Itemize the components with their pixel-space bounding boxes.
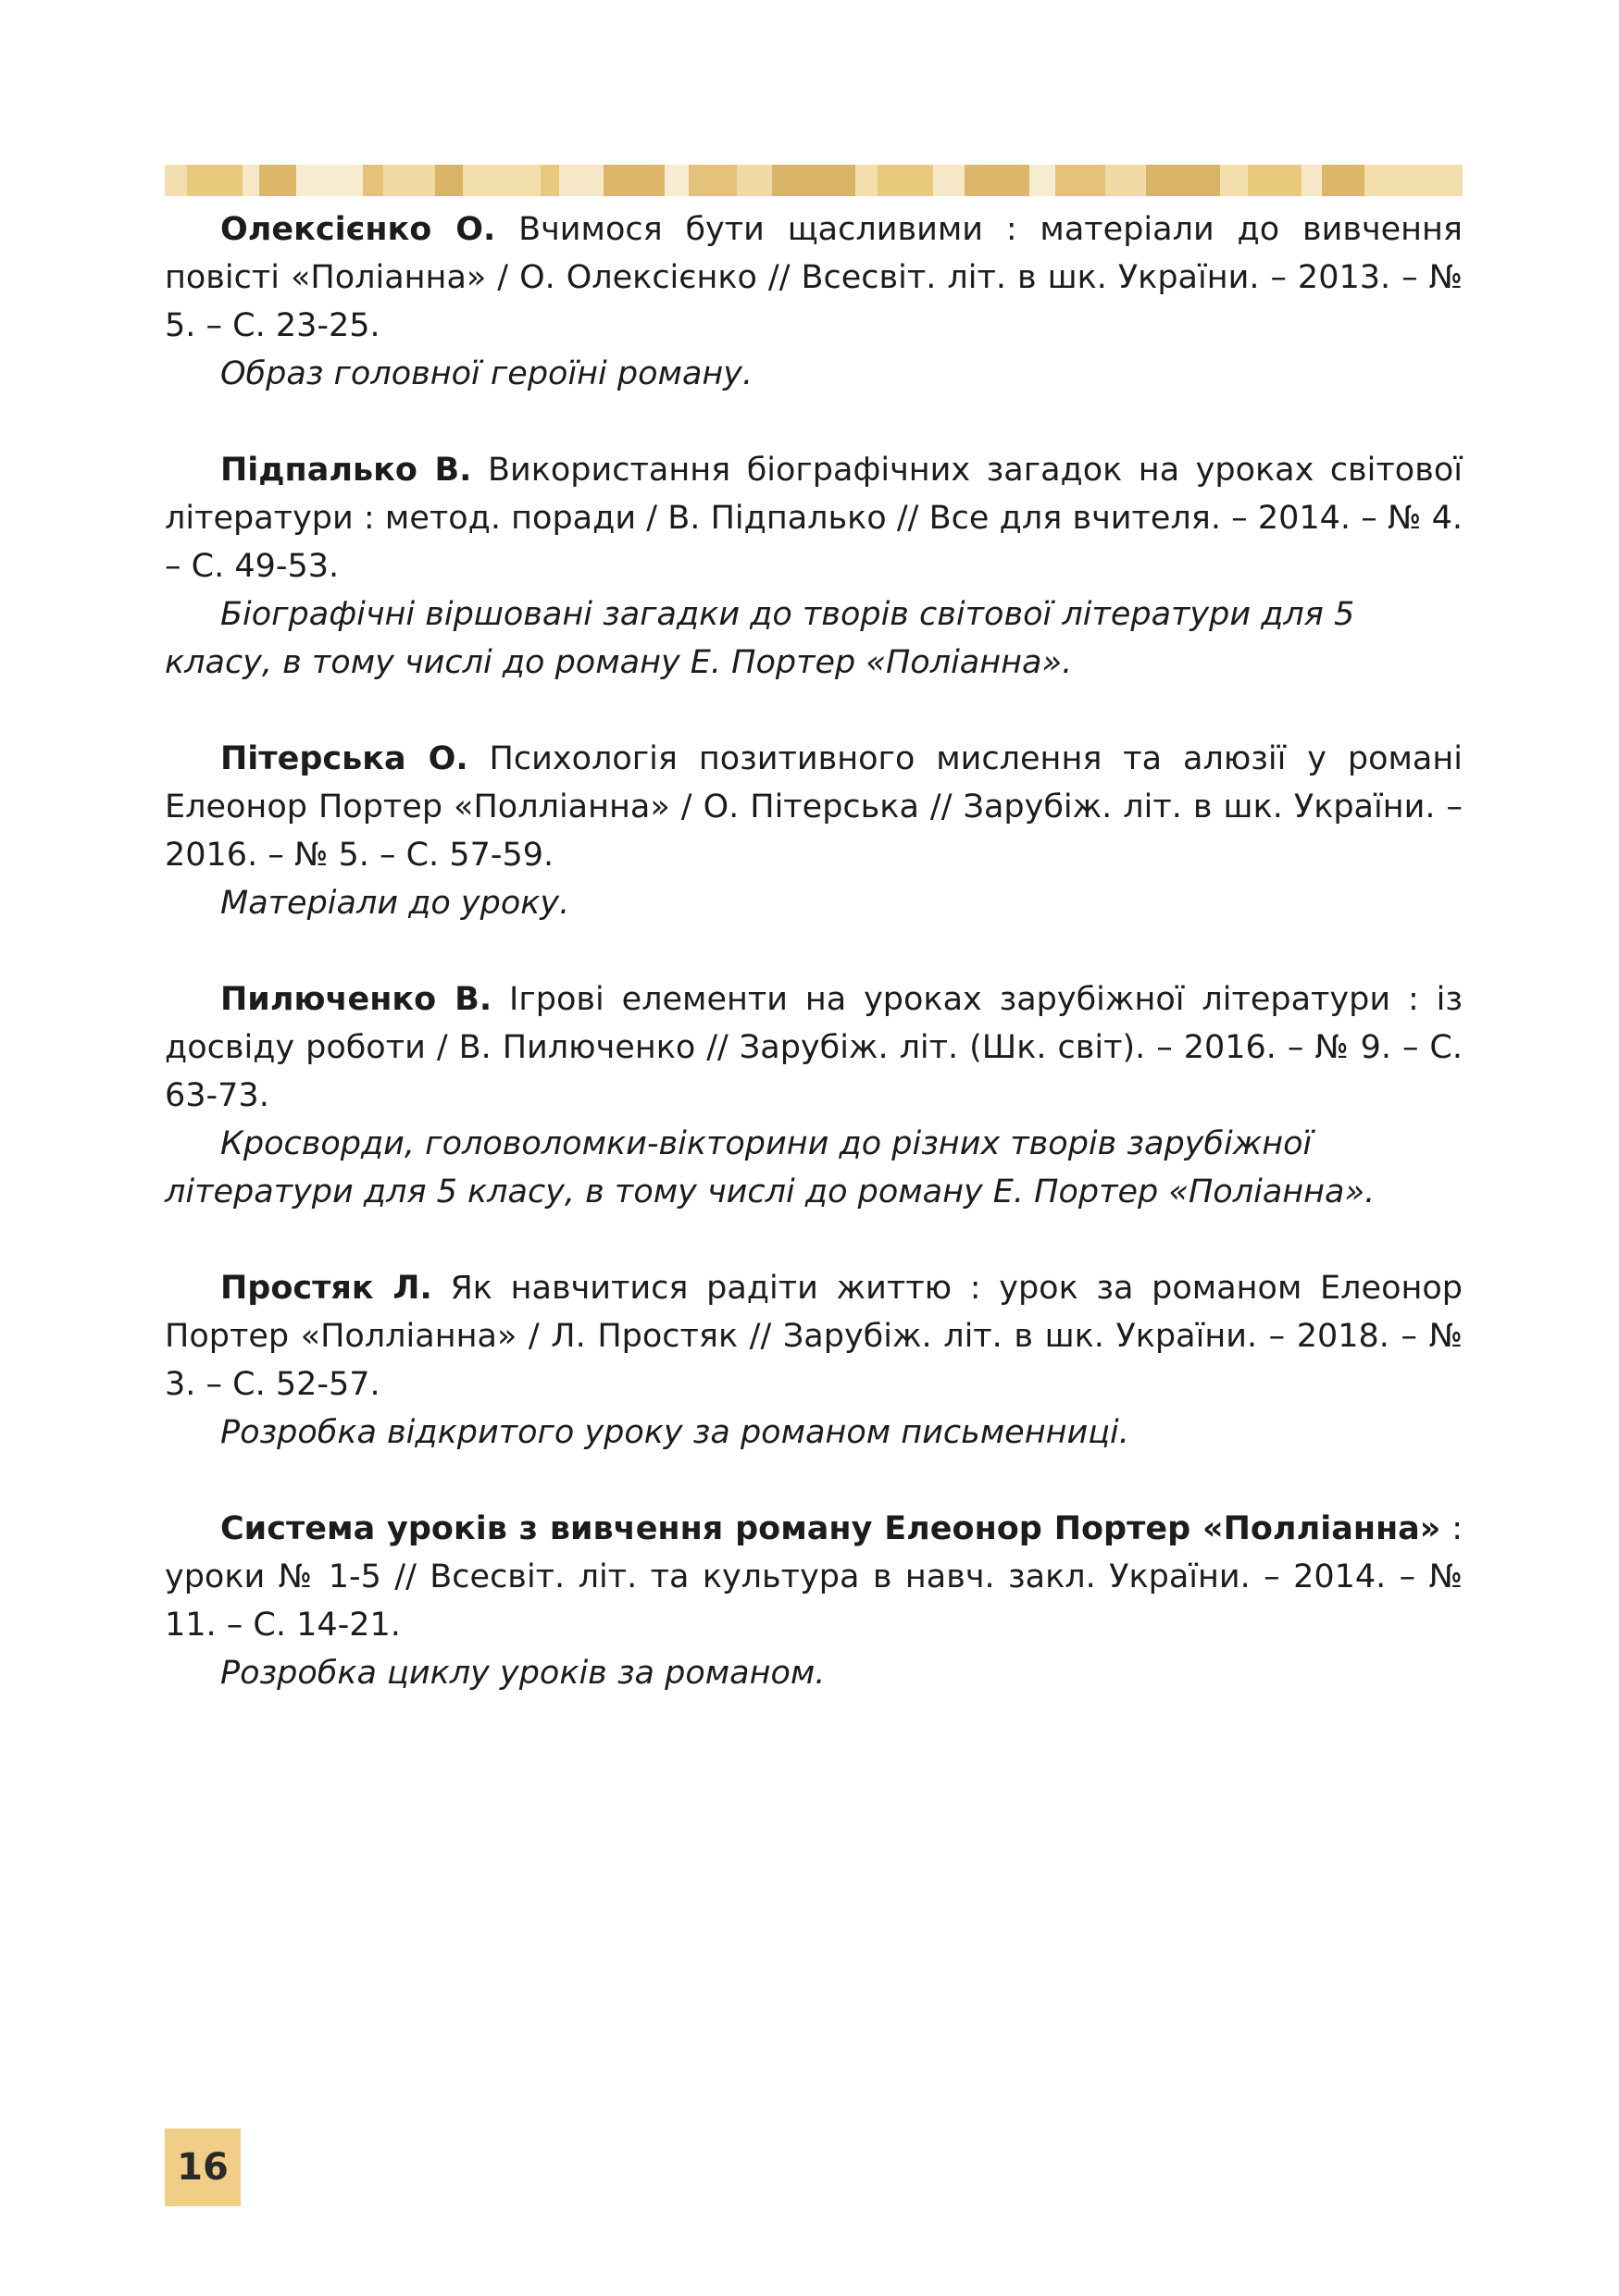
entry-citation (165, 1264, 1463, 1409)
entry-text: : уроки № 1-5 // Всесвіт. літ. та культура в навч. закл. України. – 2014. – № 11. – С. 14-21. (165, 1510, 1463, 1644)
band-stripe (1220, 165, 1248, 196)
bibliography-entry (165, 975, 1463, 1216)
band-stripe (1146, 165, 1220, 196)
band-stripe (855, 165, 878, 196)
entry-author: Олексієнко О. (220, 211, 496, 248)
entry-citation (165, 975, 1463, 1120)
entry-citation (165, 446, 1463, 590)
entry-text: Психологія позитивного мислення та алюзії у романі Елеонор Портер «Полліанна» / О. Пітерська // Зарубіж. літ. в шк. України. – 2016. – № 5. – С. 57-59. (165, 740, 1463, 874)
entry-annotation: Матеріали до уроку. (220, 885, 570, 922)
entry-citation (165, 205, 1463, 350)
band-stripe (665, 165, 689, 196)
entry-text: Ігрові елементи на уроках зарубіжної літератури : із досвіду роботи / В. Пилюченко // Зарубіж. літ. (Шк. світ). – 2016. – № 9. – С. 63-73. (165, 981, 1463, 1114)
decorative-header-band (165, 165, 1463, 196)
band-stripe (165, 165, 187, 196)
bibliography-entry (165, 446, 1463, 687)
bibliography-entry (165, 735, 1463, 927)
band-stripe (1322, 165, 1364, 196)
entry-author: Підпалько В. (220, 452, 472, 489)
entry-annotation: Біографічні віршовані загадки до творів світової літератури для 5 класу, в тому числі до роману Е. Портер «Поліанна». (165, 596, 1355, 681)
entry-author: Система уроків з вивчення роману Елеонор Портер «Полліанна» (220, 1510, 1441, 1547)
bibliography-entry (165, 205, 1463, 398)
bibliography-entry (165, 1264, 1463, 1457)
entry-annotation: Розробка відкритого уроку за романом письменниці. (220, 1414, 1129, 1451)
band-stripe (965, 165, 1029, 196)
entry-citation (165, 1505, 1463, 1649)
entry-annotation: Образ головної героїні роману. (220, 355, 753, 392)
page-number: 16 (165, 2128, 241, 2206)
band-stripe (463, 165, 541, 196)
band-stripe (383, 165, 435, 196)
band-stripe (259, 165, 296, 196)
band-stripe (559, 165, 604, 196)
band-stripe (296, 165, 363, 196)
band-stripe (1055, 165, 1105, 196)
entry-author: Простяк Л. (220, 1270, 432, 1307)
entry-annotation: Кросворди, головоломки-вікторини до різних творів зарубіжної літератури для 5 класу, в тому числі до роману Е. Портер «Поліанна». (165, 1125, 1376, 1210)
band-stripe (187, 165, 243, 196)
entry-text: Використання біографічних загадок на уроках світової літератури : метод. поради / В. Підпалько // Все для вчителя. – 2014. – № 4. – С. 49-53. (165, 452, 1463, 585)
entry-text: Як навчитися радіти життю : урок за романом Елеонор Портер «Полліанна» / Л. Простяк // Зарубіж. літ. в шк. України. – 2018. – № 3. – С. 52-57. (165, 1270, 1463, 1403)
band-stripe (1301, 165, 1322, 196)
band-stripe (435, 165, 463, 196)
band-stripe (737, 165, 772, 196)
bibliography-list (165, 205, 1463, 1745)
bibliography-entry (165, 1505, 1463, 1697)
band-stripe (933, 165, 965, 196)
band-stripe (541, 165, 559, 196)
entry-author: Пітерська О. (220, 740, 468, 777)
entry-author: Пилюченко В. (220, 981, 492, 1018)
entry-citation (165, 735, 1463, 879)
band-stripe (604, 165, 665, 196)
band-stripe (363, 165, 383, 196)
band-stripe (772, 165, 855, 196)
entry-annotation: Розробка циклу уроків за романом. (220, 1655, 826, 1692)
band-stripe (878, 165, 933, 196)
entry-text: Вчимося бути щасливими : матеріали до вивчення повісті «Поліанна» / О. Олексієнко // Всесвіт. літ. в шк. України. – 2013. – № 5. – С. 23-25. (165, 211, 1463, 344)
band-stripe (1248, 165, 1301, 196)
band-stripe (689, 165, 737, 196)
band-stripe (243, 165, 259, 196)
band-stripe (1105, 165, 1146, 196)
band-stripe (1364, 165, 1463, 196)
band-stripe (1029, 165, 1055, 196)
